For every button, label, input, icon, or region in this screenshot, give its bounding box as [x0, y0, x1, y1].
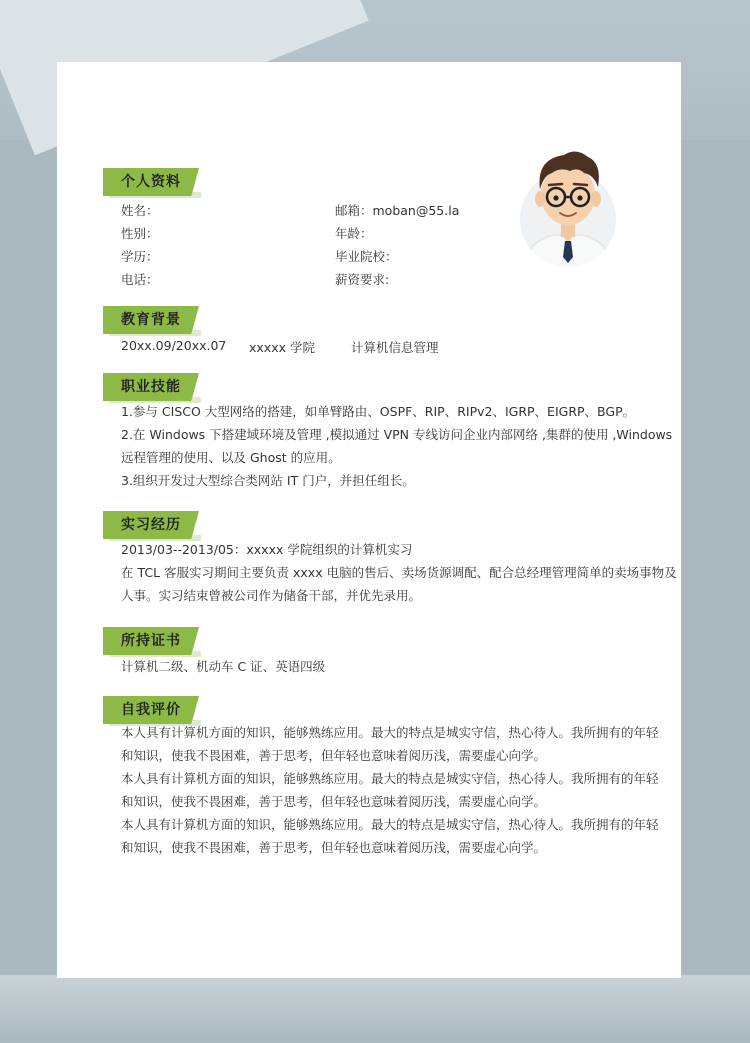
- skills-line: 远程管理的使用、以及 Ghost 的应用。: [121, 450, 341, 465]
- email-label: 邮箱：moban@55.la: [335, 203, 460, 218]
- education-major: 计算机信息管理: [351, 340, 439, 355]
- section-heading: 教育背景: [121, 312, 181, 328]
- self-evaluation-text: [121, 721, 659, 859]
- self-evaluation-line: 本人具有计算机方面的知识，能够熟练应用。最大的特点是城实守信，热心待人。我所拥有的年轻: [121, 817, 659, 832]
- education-date: 20xx.09/20xx.07: [121, 338, 227, 353]
- self-evaluation-line: 和知识，使我不畏困难，善于思考，但年轻也意味着阅历浅，需要虚心向学。: [121, 748, 547, 763]
- section-heading: 自我评价: [121, 702, 181, 718]
- section-heading: 职业技能: [121, 379, 181, 395]
- section-heading: 个人资料: [121, 174, 181, 190]
- gender-label: 性别：: [121, 226, 159, 241]
- self-evaluation-line: 和知识，使我不畏困难，善于思考，但年轻也意味着阅历浅，需要虚心向学。: [121, 840, 547, 855]
- phone-label: 电话：: [121, 272, 159, 287]
- section-heading: 所持证书: [121, 633, 181, 649]
- skills-list: [121, 400, 673, 492]
- self-evaluation-line: 本人具有计算机方面的知识，能够熟练应用。最大的特点是城实守信，热心待人。我所拥有的年轻: [121, 771, 659, 786]
- background-bottom: [0, 975, 750, 1043]
- salary-label: 薪资要求:: [335, 272, 390, 287]
- internship-text: [121, 538, 677, 607]
- self-evaluation-line: 和知识，使我不畏困难，善于思考，但年轻也意味着阅历浅，需要虚心向学。: [121, 794, 547, 809]
- resume-paper: [57, 62, 681, 978]
- cartoon-avatar-icon: [518, 137, 618, 269]
- education-label: 学历：: [121, 249, 159, 264]
- self-evaluation-line: 本人具有计算机方面的知识，能够熟练应用。最大的特点是城实守信，热心待人。我所拥有的年轻: [121, 725, 659, 740]
- name-label: 姓名：: [121, 203, 159, 218]
- certificates-text: 计算机二级、机动车 C 证、英语四级: [121, 659, 326, 674]
- internship-line: 在 TCL 客服实习期间主要负责 xxxx 电脑的售后、卖场货源调配、配合总经理管理简单的卖场事物及: [121, 565, 677, 580]
- internship-line: 人事。实习结束曾被公司作为储备干部，并优先录用。: [121, 588, 422, 603]
- age-label: 年龄：: [335, 226, 373, 241]
- skills-line: 2.在 Windows 下搭建域环境及管理 ,模拟通过 VPN 专线访问企业内部网络 ,集群的使用 ,Windows: [121, 427, 673, 442]
- internship-line: 2013/03--2013/05：xxxxx 学院组织的计算机实习: [121, 542, 413, 557]
- section-heading: 实习经历: [121, 517, 181, 533]
- skills-line: 1.参与 CISCO 大型网络的搭建，如单臂路由、OSPF、RIP、RIPv2、IGRP、EIGRP、BGP。: [121, 404, 636, 419]
- school-label: 毕业院校：: [335, 249, 398, 264]
- education-school: xxxxx 学院: [249, 340, 315, 355]
- skills-line: 3.组织开发过大型综合类网站 IT 门户，并担任组长。: [121, 473, 415, 488]
